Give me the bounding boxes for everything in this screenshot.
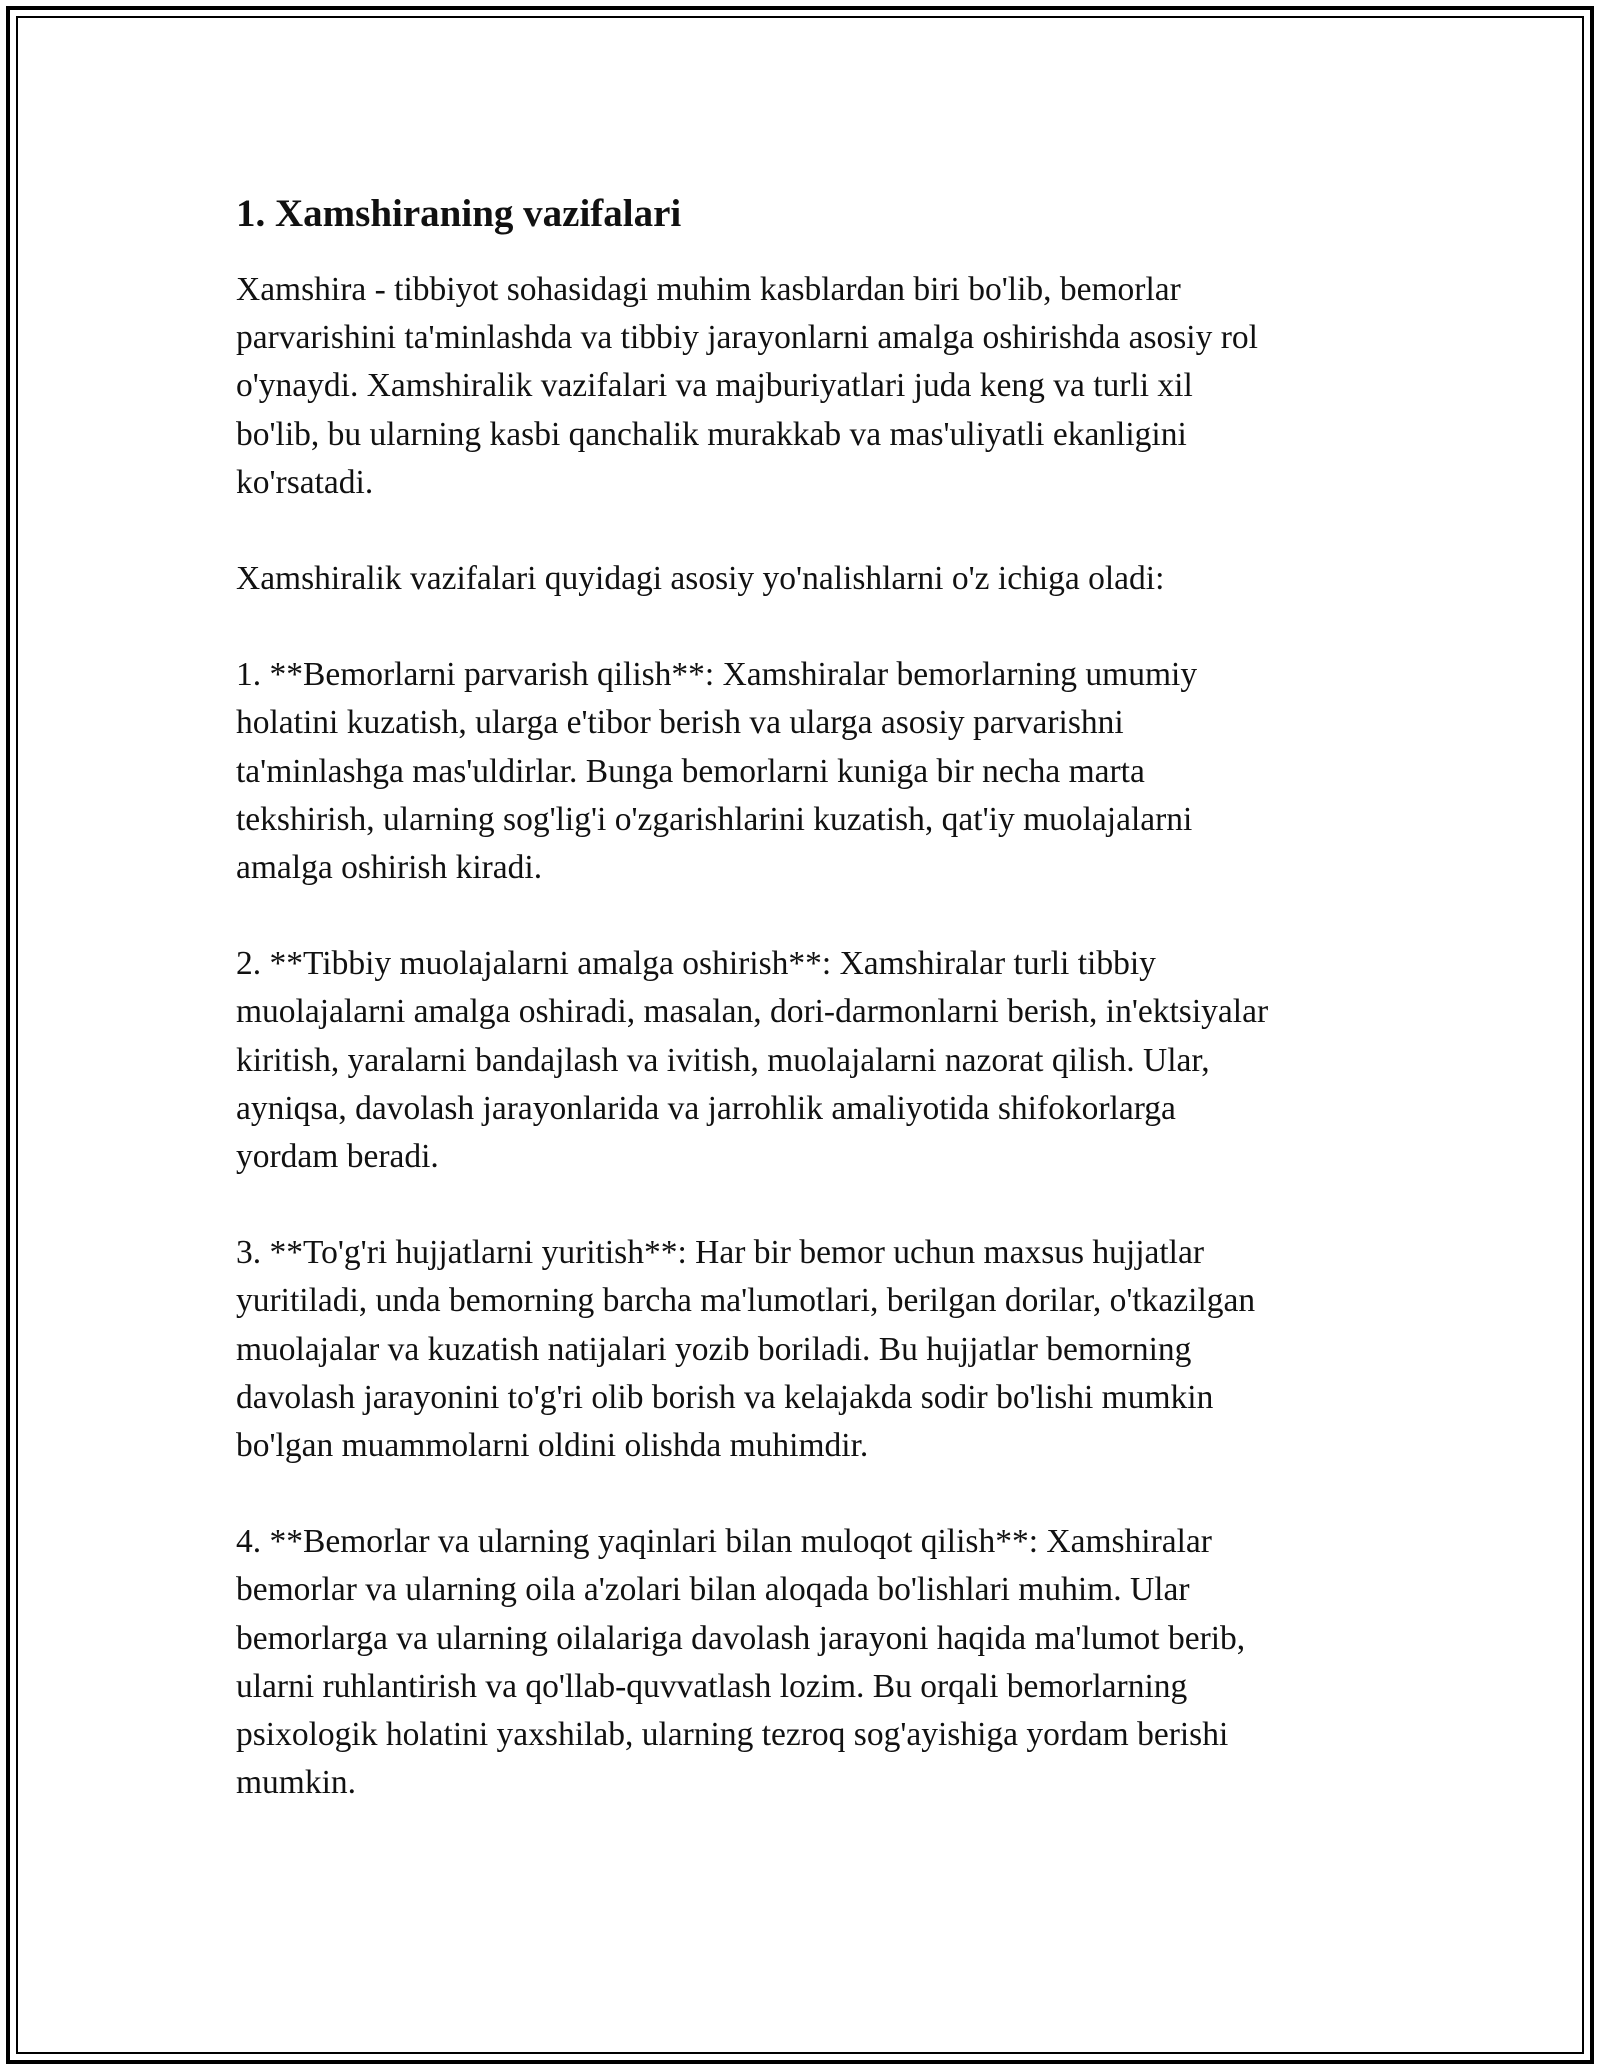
list-item-communication: 4. **Bemorlar va ularning yaqinlari bilan muloqot qilish**: Xamshiralar bemorlar va ularning oila a'zolari bilan aloqada bo'lishlari muhim. Ular bemorlarga va ularning oilalariga davolash jarayoni haqida ma'lumot berib, ularni ruhlantirish va qo'llab-quvvatlash lozim. Bu orqali bemorlarning psixologik holatini yaxshilab, ularning tezroq sog'ayishiga yordam berishi mumkin.	[236, 1523, 1246, 1802]
intro-paragraph: Xamshira - tibbiyot sohasidagi muhim kasblardan biri bo'lib, bemorlar parvarishini ta'minlashda va tibbiy jarayonlarni amalga oshirishda asosiy rol o'ynaydi. Xamshiralik vazifalari va majburiyatlari juda keng va turli xil bo'lib, bu ularning kasbi qanchalik murakkab va mas'uliyatli ekanligini ko'rsatadi.	[236, 271, 1258, 501]
document-page	[236, 186, 1376, 1855]
document-title: 1. Xamshiraning vazifalari	[236, 192, 682, 235]
list-item-documentation: 3. **To'g'ri hujjatlarni yuritish**: Har bir bemor uchun maxsus hujjatlar yuritiladi, unda bemorning barcha ma'lumotlari, berilgan dorilar, o'tkazilgan muolajalar va kuzatish natijalari yozib boriladi. Bu hujjatlar bemorning davolash jarayonini to'g'ri olib borish va kelajakda sodir bo'lishi mumkin bo'lgan muammolarni oldini olishda muhimdir.	[236, 1234, 1256, 1465]
list-item-patient-care: 1. **Bemorlarni parvarish qilish**: Xamshiralar bemorlarning umumiy holatini kuzatish, ularga e'tibor berish va ularga asosiy parvarishni ta'minlashga mas'uldirlar. Bunga bemorlarni kuniga bir necha marta tekshirish, ularning sog'lig'i o'zgarishlarini kuzatish, qat'iy muolajalarni amalga oshirish kiradi.	[236, 656, 1198, 887]
lead-in-paragraph: Xamshiralik vazifalari quyidagi asosiy yo'nalishlarni o'z ichiga oladi:	[236, 560, 1165, 598]
list-item-medical-procedures: 2. **Tibbiy muolajalarni amalga oshirish**: Xamshiralar turli tibbiy muolajalarni amalga oshiradi, masalan, dori-darmonlarni berish, in'ektsiyalar kiritish, yaralarni bandajlash va ivitish, muolajalarni nazorat qilish. Ular, ayniqsa, davolash jarayonlarida va jarrohlik amaliyotida shifokorlarga yordam beradi.	[236, 945, 1269, 1176]
